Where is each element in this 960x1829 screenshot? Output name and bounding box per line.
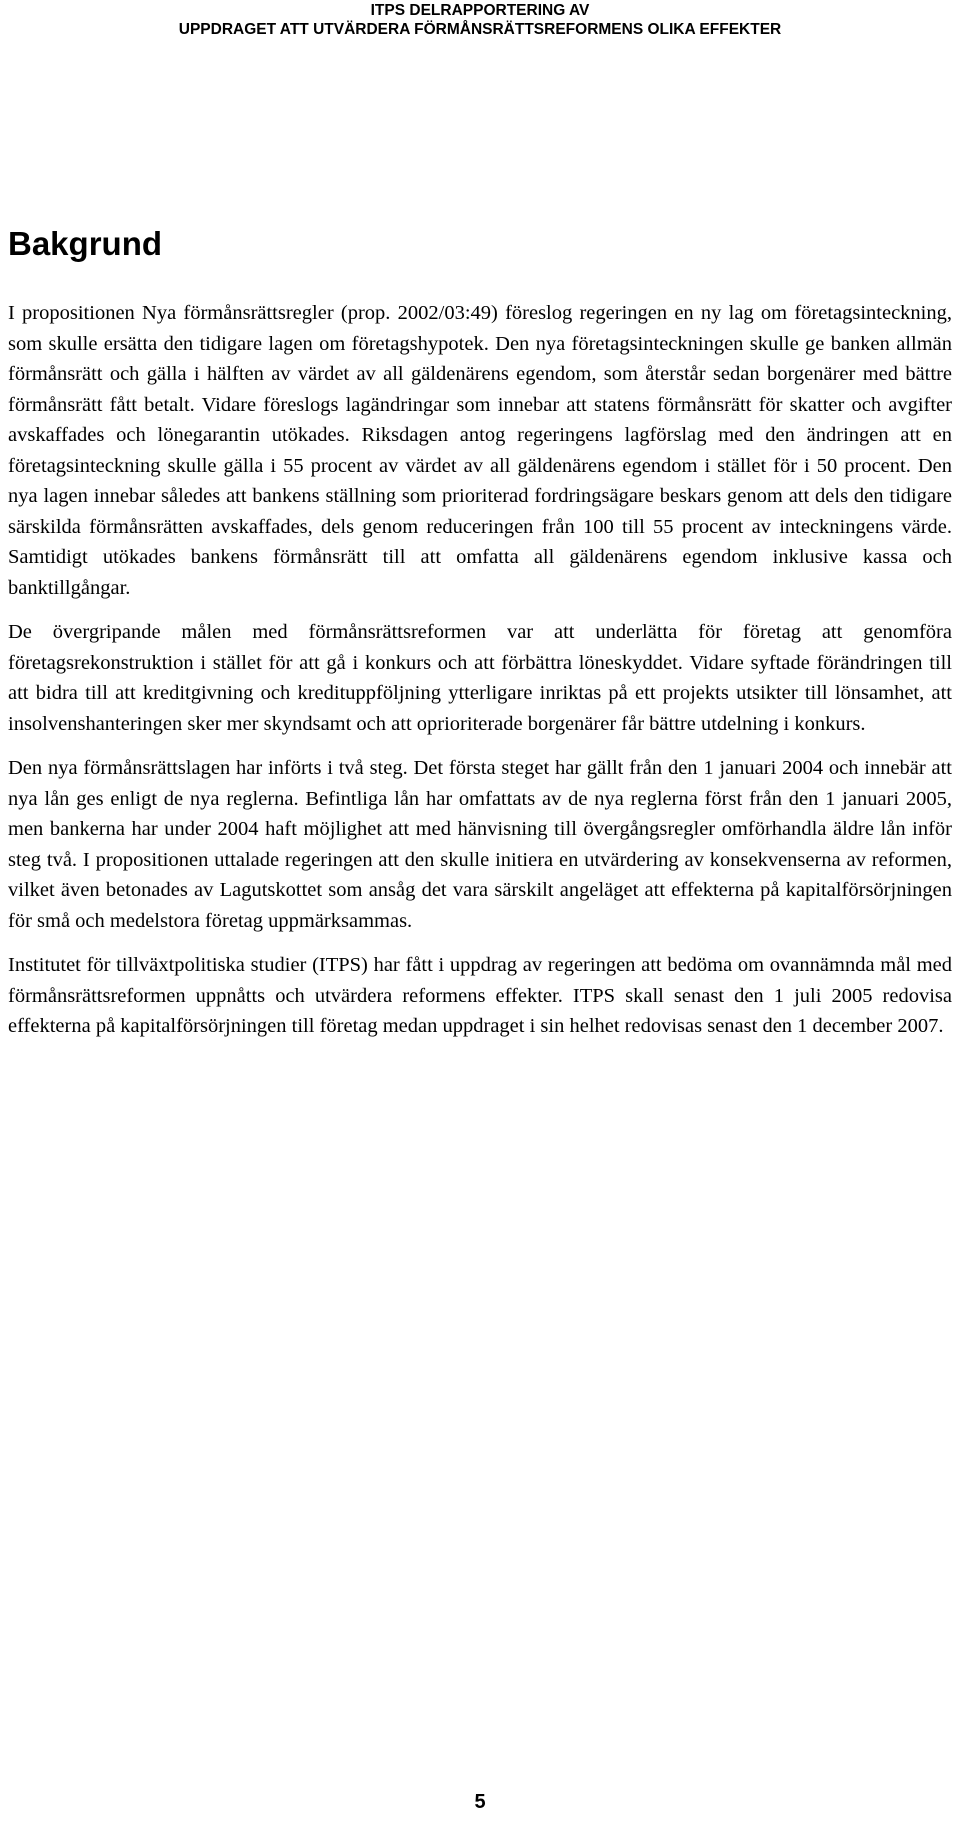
running-header [0,0,960,39]
paragraph-3: Den nya förmånsrättslagen har införts i två steg. Det första steget har gällt från den 1 januari 2004 och innebär att nya lån ges enligt de nya reglerna. Befintliga lån har omfattats av de nya reglerna först från den 1 januari 2005, men bankerna har under 2004 haft möjlighet att med hänvisning till övergångsregler omförhandla äldre lån inför steg två. I propositionen uttalade regeringen att den skulle initiera en utvärdering av konsekvenserna av reformen, vilket även betonades av Lagutskottet som ansåg det vara särskilt angeläget att effekterna på kapitalförsörjningen för små och medelstora företag uppmärksammas. [8,757,952,932]
paragraph-2: De övergripande målen med förmånsrättsreformen var att underlätta för företag att genomföra företagsrekonstruktion i stället för att gå i konkurs och att förbättra löneskyddet. Vidare syftade förändringen till att bidra till att kreditgivning och kredituppföljning ytterligare inriktas på ett projekts utsikter till lönsamhet, att insolvenshanteringen sker mer skyndsamt och att oprioriterade borgenärer får bättre utdelning i konkurs. [8,621,952,735]
body-text [8,298,952,1056]
running-header-line-2: UPPDRAGET ATT UTVÄRDERA FÖRMÅNSRÄTTSREFORMENS OLIKA EFFEKTER [178,21,782,38]
paragraph-4: Institutet för tillväxtpolitiska studier (ITPS) har fått i uppdrag av regeringen att bedöma om ovannämnda mål med förmånsrättsreformen uppnåtts och utvärdera reformens effekter. ITPS skall senast den 1 juli 2005 redovisa effekterna på kapitalförsörjningen till företag medan uppdraget i sin helhet redovisas senast den 1 december 2007. [8,954,952,1037]
running-header-line-1: ITPS DELRAPPORTERING AV [370,2,590,19]
page-number: 5 [474,1791,486,1813]
section-heading: Bakgrund [8,225,163,262]
paragraph-1: I propositionen Nya förmånsrättsregler (prop. 2002/03:49) föreslog regeringen en ny lag om företagsinteckning, som skulle ersätta den tidigare lagen om företagshypotek. Den nya företagsinteckningen skulle ge banken allmän förmånsrätt och gälla i hälften av värdet av all gäldenärens egendom, som återstår sedan borgenärer med bättre förmånsrätt fått betalt. Vidare föreslogs lagändringar som innebar att statens förmånsrätt för skatter och avgifter avskaffades och lönegarantin utökades. Riksdagen antog regeringens lagförslag med den ändringen att en företagsinteckning skulle gälla i 55 procent av värdet av all gäldenärens egendom i stället för i 50 procent. Den nya lagen innebar således att bankens ställning som prioriterad fordringsägare beskars genom att dels den tidigare särskilda förmånsrätten avskaffades, dels genom reduceringen från 100 till 55 procent av inteckningens värde. Samtidigt utökades bankens förmånsrätt till att omfatta all gäldenärens egendom inklusive kassa och banktillgångar. [8,302,952,599]
